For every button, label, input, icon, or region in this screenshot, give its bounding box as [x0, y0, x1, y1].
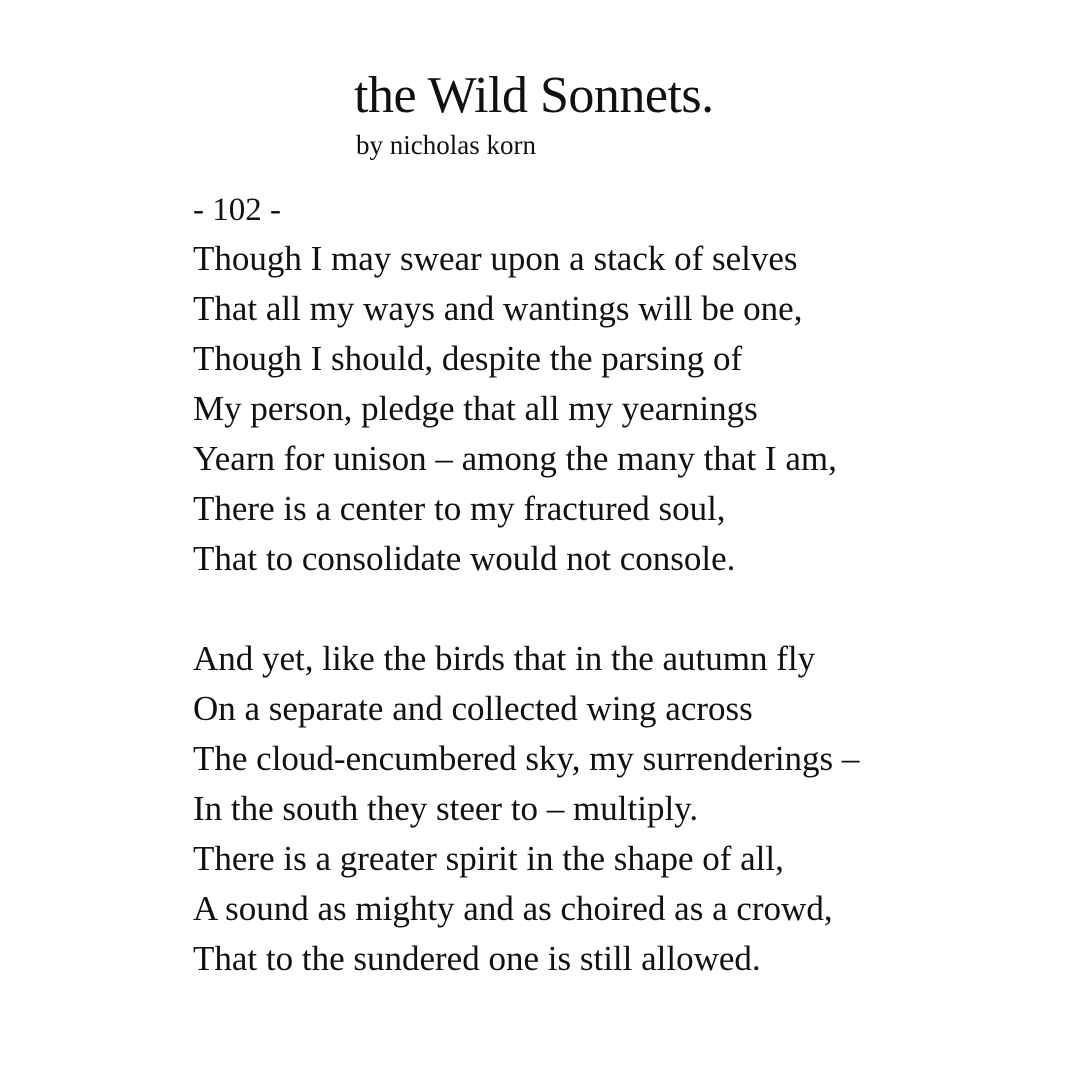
poem-line: And yet, like the birds that in the autumn fly	[193, 639, 816, 678]
author-byline: by nicholas korn	[356, 130, 536, 160]
poem-line: The cloud-encumbered sky, my surrenderings –	[193, 739, 860, 778]
poem-line: Yearn for unison – among the many that I am,	[193, 439, 837, 478]
poem-line: Though I should, despite the parsing of	[193, 339, 743, 378]
poem-line: There is a center to my fractured soul,	[193, 489, 726, 528]
stanza-2	[193, 634, 859, 984]
poem-line: Though I may swear upon a stack of selves	[193, 239, 798, 278]
poem-line: That to the sundered one is still allowed.	[193, 939, 761, 978]
poem-line: A sound as mighty and as choired as a crowd,	[193, 889, 833, 928]
sonnet-number: - 102 -	[193, 192, 281, 228]
poem-line: That to consolidate would not console.	[193, 539, 736, 578]
poem-line: On a separate and collected wing across	[193, 689, 753, 728]
stanza-1	[193, 234, 837, 584]
page-title: the Wild Sonnets.	[354, 67, 714, 124]
poem-line: There is a greater spirit in the shape of all,	[193, 839, 784, 878]
poem-line: That all my ways and wantings will be one,	[193, 289, 803, 328]
poem-line: In the south they steer to – multiply.	[193, 789, 699, 828]
poem-line: My person, pledge that all my yearnings	[193, 389, 758, 428]
